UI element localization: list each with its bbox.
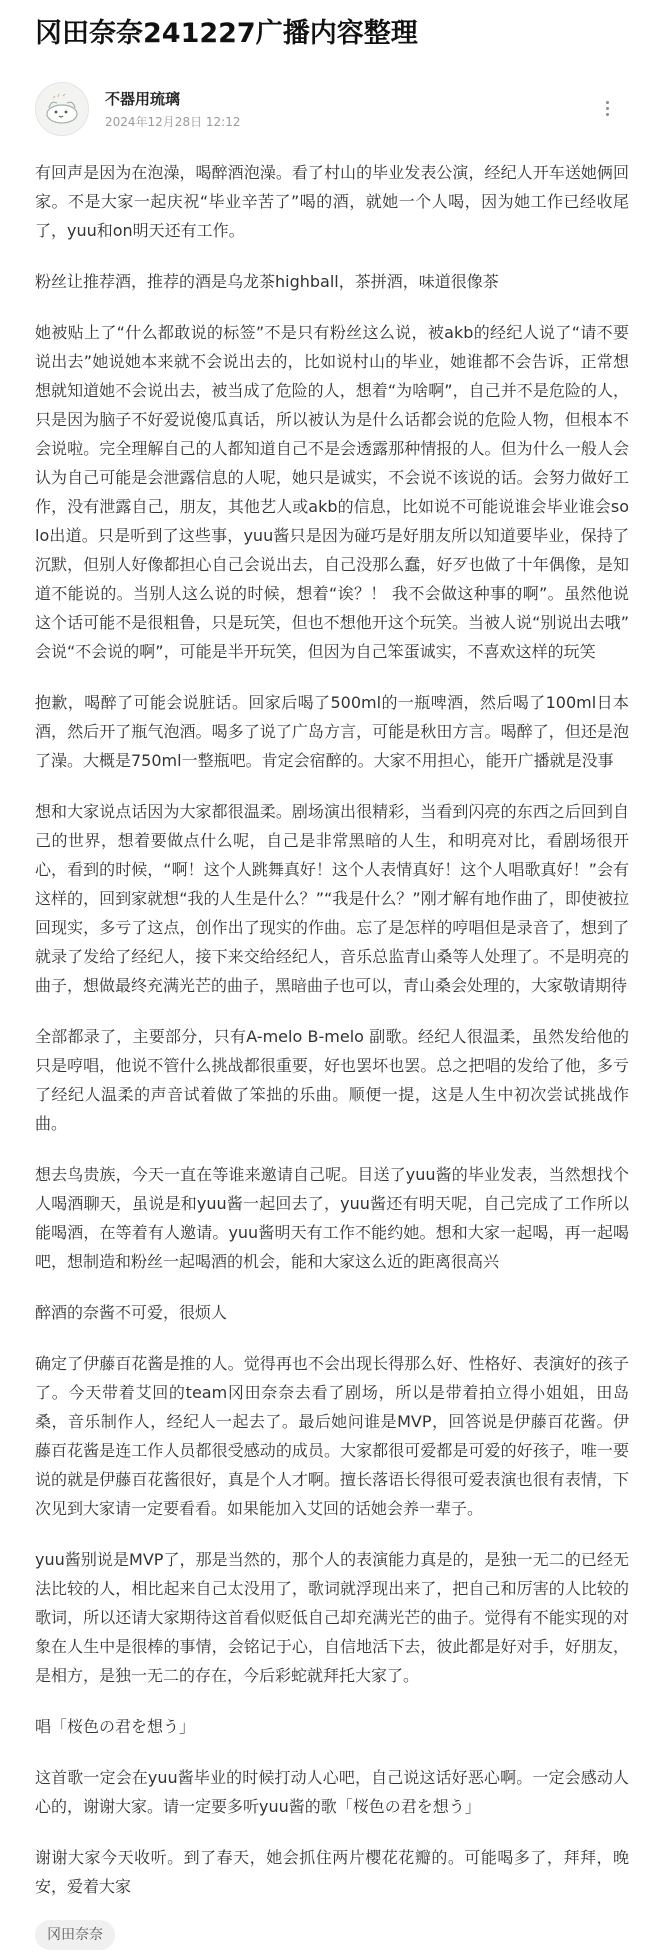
paragraph: 抱歉，喝醉了可能会说脏话。回家后喝了500ml的一瓶啤酒，然后喝了100ml日本酒，然后开了瓶气泡酒。喝多了说了广岛方言，可能是秋田方言。喝醉了，但还是泡了澡。大概是750ml一整瓶吧。肯定会宿醉的。大家不用担心，能开广播就是没事 bbox=[35, 693, 629, 770]
paragraph: 想去鸟贵族，今天一直在等谁来邀请自己呢。目送了yuu酱的毕业发表，当然想找个人喝酒聊天，虽说是和yuu酱一起回去了，yuu酱还有明天呢，自己完成了工作所以能喝酒，在等着有人邀请。yuu酱明天有工作不能约她。想和大家一起喝，再一起喝吧，想制造和粉丝一起喝酒的机会，能和大家这么近的距离很高兴 bbox=[35, 1165, 629, 1271]
article-body bbox=[35, 158, 629, 1901]
paragraph: 有回声是因为在泡澡，喝醉酒泡澡。看了村山的毕业发表公演，经纪人开车送她俩回家。不是大家一起庆祝“毕业辛苦了”喝的酒，就她一个人喝，因为她工作已经收尾了，yuu和on明天还有工作。 bbox=[35, 163, 629, 240]
paragraph: 醉酒的奈酱不可爱，很烦人 bbox=[35, 1303, 228, 1322]
article-title: 冈田奈奈241227广播内容整理 bbox=[35, 18, 418, 49]
more-options-button[interactable] bbox=[599, 95, 615, 121]
cartoon-avatar-icon bbox=[39, 86, 85, 132]
paragraph: yuu酱别说是MVP了，那是当然的，那个人的表演能力真是的，是独一无二的已经无法比较的人，相比起来自己太没用了，歌词就浮现出来了，把自己和厉害的人比较的歌词，所以还请大家期待这首看似贬低自己却充满光芒的曲子。觉得有不能实现的对象在人生中是很棒的事情，会铭记于心，自信地活下去，彼此都是好对手，好朋友，是相方，是独一无二的存在，今后彩蛇就拜托大家了。 bbox=[35, 1550, 629, 1685]
more-dot-icon bbox=[606, 107, 609, 110]
paragraph: 想和大家说点话因为大家都很温柔。剧场演出很精彩，当看到闪亮的东西之后回到自己的世界，想着要做点什么呢，自己是非常黑暗的人生，和明亮对比，看剧场很开心，看到的时候，“啊！这个人跳舞真好！这个人表情真好！这个人唱歌真好！”会有这样的，回到家就想“我的人生是什么？”“我是什么？”刚才解有地作曲了，即使被拉回现实，多亏了这点，创作出了现实的作曲。忘了是怎样的哼唱但是录音了，想到了就录了发给了经纪人，接下来交给经纪人，音乐总监青山桑等人处理了。不是明亮的曲子，想做最终充满光芒的曲子，黑暗曲子也可以，青山桑会处理的，大家敬请期待 bbox=[35, 802, 629, 995]
topic-tag[interactable]: 冈田奈奈 bbox=[35, 1920, 115, 1950]
paragraph: 粉丝让推荐酒，推荐的酒是乌龙茶highball，茶拼酒，味道很像茶 bbox=[35, 272, 499, 291]
more-dot-icon bbox=[606, 101, 609, 104]
tag-list bbox=[35, 1920, 115, 1950]
paragraph: 这首歌一定会在yuu酱毕业的时候打动人心吧，自己说这话好恶心啊。一定会感动人心的，谢谢大家。请一定要多听yuu酱的歌「桜色の君を想う」 bbox=[35, 1768, 629, 1816]
author-name[interactable]: 不器用琉璃 bbox=[105, 89, 181, 108]
paragraph: 她被贴上了“什么都敢说的标签”不是只有粉丝这么说，被akb的经纪人说了“请不要说出去”她说她本来就不会说出去的，比如说村山的毕业，她谁都不会告诉，正常想想就知道她不会说出去，被当成了危险的人，想着“为啥啊”，自己并不是危险的人，只是因为脑子不好爱说傻瓜真话，所以被认为是什么话都会说的危险人物，但根本不会说啦。完全理解自己的人都知道自己不是会透露那种情报的人。但为什么一般人会认为自己可能是会泄露信息的人呢，她只是诚实，不会说不该说的话。会努力做好工作，没有泄露自己，朋友，其他艺人或akb的信息，比如说不可能说谁会毕业谁会solo出道。只是听到了这些事，yuu酱只是因为碰巧是好朋友所以知道要毕业，保持了沉默，但别人好像都担心自己会说出去，自己没那么蠢，好歹也做了十年偶像，是知道不能说的。当别人这么说的时候，想着“诶？！ 我不会做这种事的啊”。虽然他说这个话可能不是很粗鲁，只是玩笑，但也不想他开这个玩笑。当被人说“别说出去哦” 会说“不会说的啊”，可能是半开玩笑，但因为自己笨蛋诚实，不喜欢这样的玩笑 bbox=[35, 323, 629, 661]
author-meta bbox=[105, 88, 240, 131]
paragraph: 全部都录了，主要部分，只有A-melo B-melo 副歌。经纪人很温柔，虽然发给他的只是哼唱，他说不管什么挑战都很重要，好也罢坏也罢。总之把唱的发给了他，多亏了经纪人温柔的声音试着做了笨拙的乐曲。顺便一提，这是人生中初次尝试挑战作曲。 bbox=[35, 1027, 629, 1133]
paragraph: 唱「桜色の君を想う」 bbox=[35, 1717, 196, 1736]
paragraph: 谢谢大家今天收听。到了春天，她会抓住两片樱花花瓣的。可能喝多了，拜拜，晚安，爱着大家 bbox=[35, 1848, 629, 1896]
paragraph: 确定了伊藤百花酱是推的人。觉得再也不会出现长得那么好、性格好、表演好的孩子了。今天带着艾回的team冈田奈奈去看了剧场，所以是带着拍立得小姐姐，田岛桑，音乐制作人，经纪人一起去了。最后她问谁是MVP，回答说是伊藤百花酱。伊藤百花酱是连工作人员都很受感动的成员。大家都很可爱都是可爱的好孩子，唯一要说的就是伊藤百花酱很好，真是个人才啊。擅长落语长得很可爱表演也很有表情，下次见到大家请一定要看看。如果能加入艾回的话她会养一辈子。 bbox=[35, 1354, 629, 1518]
author-avatar[interactable] bbox=[35, 82, 89, 136]
more-dot-icon bbox=[606, 113, 609, 116]
publish-date: 2024年12月28日 12:12 bbox=[105, 114, 241, 129]
author-row bbox=[35, 81, 629, 137]
